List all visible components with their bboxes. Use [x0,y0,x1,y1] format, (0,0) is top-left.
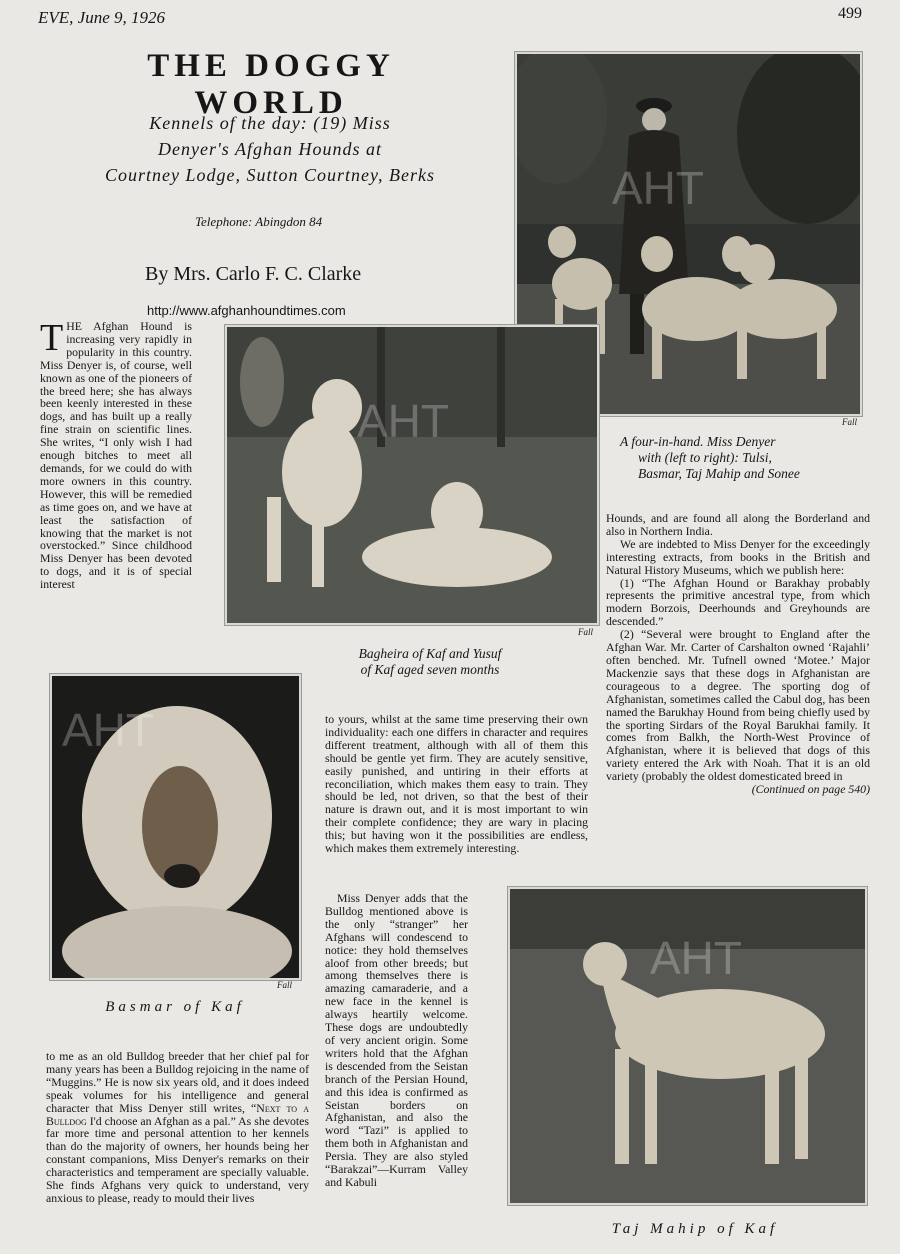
issue-header: EVE, June 9, 1926 [38,8,165,27]
page-number: 499 [838,5,862,22]
caption-line: Basmar, Taj Mahip and Sonee [638,466,800,481]
caption-basmar: Basmar of Kaf [105,999,245,1015]
drop-cap: T [40,317,64,359]
caption-line: with (left to right): Tulsi, [638,450,772,465]
continued-note: (Continued on page 540) [751,782,870,797]
subtitle-line: Courtney Lodge, Sutton Courtney, Berks [105,165,435,185]
page-title: THE DOGGY WORLD [147,48,395,121]
caption-line: of Kaf aged seven months [360,662,500,677]
watermark: AHT [612,162,704,214]
photo-credit: Fall [277,980,292,990]
body-col1-bottom [46,1050,309,1205]
paragraph: to yours, whilst at the same time preserving their own individuality: each one differs in character and requires different treatment, although with all of them this should be gentle yet firm. They are acutely sensitive, easily punished, and untiring in their efforts at reconciliation, which makes them easy to train. They should be led, not driven, so that the best of their nature is drawn out, and it is most important to win their complete confidence; they are wary in placing this; but having won it the possibilities are endless, which makes them extremely interesting. [325,712,588,856]
caption-taj-mahip: Taj Mahip of Kaf [611,1221,779,1237]
paragraph: Hounds, and are found all along the Borderland and also in Northern India. [606,511,870,538]
photo-credit: Fall [578,627,593,637]
watermark: AHT [650,932,742,984]
caption-bagheira-yusuf [310,646,550,678]
paragraph: (2) “Several were brought to England after the Afghan War. Mr. Carter of Carshalton owned ‘Rajahli’ often benched. Mr. Tufnell owned ‘Motee.’ Major Mackenzie says that these dogs in Afghanistan are courageous to a degree. The sporting dog of Afghanistan, sometimes called the Cabul dog, has been named the Barukhay Hound from being chiefly used by the sporting Sirdars of the Royal Barukhai family. It comes from Balkh, the North-West Province of Afghanistan, where it is believed that dogs of this variety entered the Ark with Noah. That it is an old variety (probably the oldest domesticated breed in [606,627,870,784]
body-col3 [606,512,870,796]
subtitle [105,110,435,188]
byline: By Mrs. Carlo F. C. Clarke [145,263,362,285]
photo-basmar [50,674,301,980]
body-col2-top [325,713,588,855]
watermark: AHT [357,395,449,447]
photo-taj-mahip [508,887,867,1205]
watermark: AHT [62,704,154,756]
source-url[interactable]: http://www.afghanhoundtimes.com [147,303,346,318]
paragraph: (1) “The Afghan Hound or Barakhay probably represents the primitive ancestral type, from which modern Borzois, Deerhounds and Greyhounds are descended.” [606,575,870,629]
telephone: Telephone: Abingdon 84 [195,214,323,229]
paragraph: We are indebted to Miss Denyer for the exceedingly interesting extracts, from books in the British and Natural History Museums, which we publish here: [606,536,870,577]
body-col2-narrow [325,892,468,1189]
body-col1-top [40,317,192,592]
caption-line: A four-in-hand. Miss Denyer [620,434,776,449]
subtitle-line: Kennels of the day: (19) Miss [149,113,391,133]
paragraph: to me as an old Bulldog breeder that her chief pal for many years has been a Bulldog rejoicing in the name of “Muggins.” He is now six years old, and it does indeed speak volumes for his intelligence and general character that Miss Denyer still writes, “Next to a Bulldog I'd choose an Afghan as a pal.” As she devotes far more time and personal attention to her kennels than do the majority of owners, her hounds being her constant companions, Miss Denyer's remarks on their characteristics and temperament are specially valuable. She finds Afghans very quick to understand, very anxious to please, ready to mould their lives [46,1049,309,1205]
photo-bagheira-yusuf [225,325,599,625]
paragraph: Miss Denyer adds that the Bulldog mentioned above is the only “stranger” her Afghans will condescend to notice: they hold themselves aloof from other breeds; but among themselves there is amazing camaraderie, and a new face in the kennel is always heartily welcome. These dogs are undoubtedly of very ancient origin. Some writers hold that the Afghan is descended from the Seistan branch of the Persian Hound, and this idea is confirmed as Seistan borders on Afghanistan, and also the word “Tazi” is applied to them both in Afghanistan and Persia. They are also styled “Barakzai”—Kurram Valley and Kabuli [325,891,468,1189]
photo-credit: Fall [842,417,857,427]
subtitle-line: Denyer's Afghan Hounds at [157,139,382,159]
caption-four-in-hand [620,434,850,482]
paragraph: HE Afghan Hound is increasing very rapidly in popularity in this country. Miss Denyer is, of course, well known as one of the pioneers of the breed here; she has always been keenly interested in these dogs, and has built up a really fine strain on scientific lines. She writes, “I only wish I had enough bitches to meet all demands, for we could do with more owners in this country. However, this will be remedied as time goes on, and we have at least the satisfaction of knowing that the market is not overstocked.” Since childhood Miss Denyer has been devoted to dogs, and it is of special interest [40,319,192,592]
caption-line: Bagheira of Kaf and Yusuf [358,646,502,661]
